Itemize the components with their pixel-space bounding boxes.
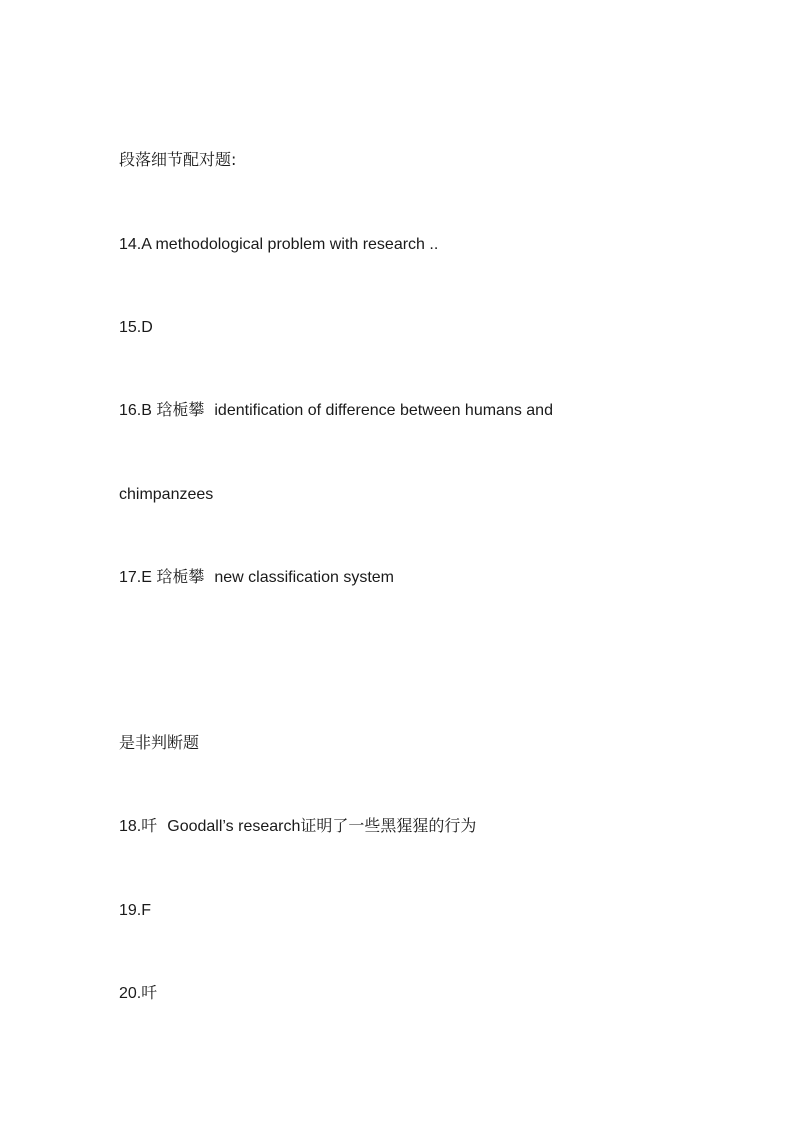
- answer-14: 14.A methodological problem with research ..: [119, 236, 439, 253]
- answer-17: [119, 568, 394, 588]
- answer-16-prefix: 16.B 琀栀攀: [119, 402, 205, 419]
- answer-20: 20.吀: [119, 985, 158, 1002]
- section-heading-true-false: 是非判断题: [119, 733, 200, 752]
- answer-18-text: Goodall’s research证明了一些黑猩猩的行为: [167, 818, 477, 835]
- answer-15: 15.D: [119, 319, 153, 336]
- answer-18: [119, 817, 476, 837]
- section-heading-paragraph-matching: 段落细节配对题:: [119, 150, 237, 169]
- answer-16: [119, 401, 553, 421]
- answer-18-prefix: 18.吀: [119, 818, 158, 835]
- answer-17-prefix: 17.E 琀栀攀: [119, 569, 205, 586]
- answer-16-continuation: chimpanzees: [119, 486, 214, 503]
- answer-17-text: new classification system: [214, 569, 394, 586]
- answer-19: 19.F: [119, 902, 152, 919]
- answer-16-text: identification of difference between humans and: [214, 402, 553, 419]
